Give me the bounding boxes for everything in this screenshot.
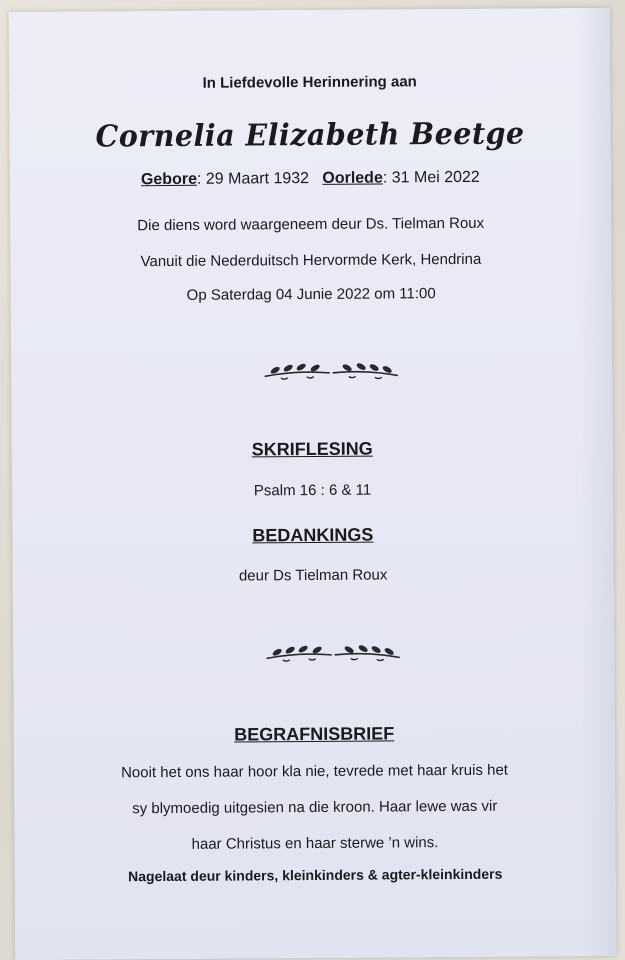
service-line-2: Vanuit die Nederduitsch Hervormde Kerk, Hendrina: [140, 250, 482, 271]
died-date: 31 Mei 2022: [391, 168, 480, 187]
memorial-card: [9, 8, 617, 960]
died-label: Oorlede: [322, 169, 383, 187]
born-label: Gebore: [140, 170, 197, 189]
life-dates: [10, 168, 611, 190]
survived-by: Nagelaat deur kinders, kleinkinders & agter-kleinkinders: [128, 865, 503, 885]
letter-heading: BEGRAFNISBRIEF: [234, 723, 395, 745]
born-colon: :: [196, 170, 202, 188]
letter-line-3: haar Christus en haar sterwe ’n wins.: [191, 834, 439, 853]
thanks-heading: BEDANKINGS: [252, 524, 374, 546]
intro-text: In Liefdevolle Herinnering aan: [202, 73, 417, 92]
born-date: 29 Maart 1932: [205, 170, 310, 188]
reading-heading: SKRIFLESING: [251, 438, 373, 460]
thanks-text: deur Ds Tielman Roux: [238, 566, 388, 585]
service-line-3: Op Saterdag 04 Junie 2022 om 11:00: [186, 285, 436, 304]
deceased-name: Cornelia Elizabeth Beetge: [95, 116, 525, 155]
reading-text: Psalm 16 : 6 & 11: [253, 481, 372, 500]
laurel-vine-icon: [263, 641, 403, 666]
laurel-vine-icon: [261, 359, 401, 384]
service-line-1: Die diens word waargeneem deur Ds. Tielman Roux: [137, 214, 485, 235]
card-content: [9, 8, 610, 885]
died-colon: :: [382, 169, 388, 187]
letter-line-2: sy blymoedig uitgesien na die kroon. Haar lewe was vir: [132, 797, 498, 818]
letter-line-1: Nooit het ons haar hoor kla nie, tevrede met haar kruis het: [120, 761, 508, 782]
